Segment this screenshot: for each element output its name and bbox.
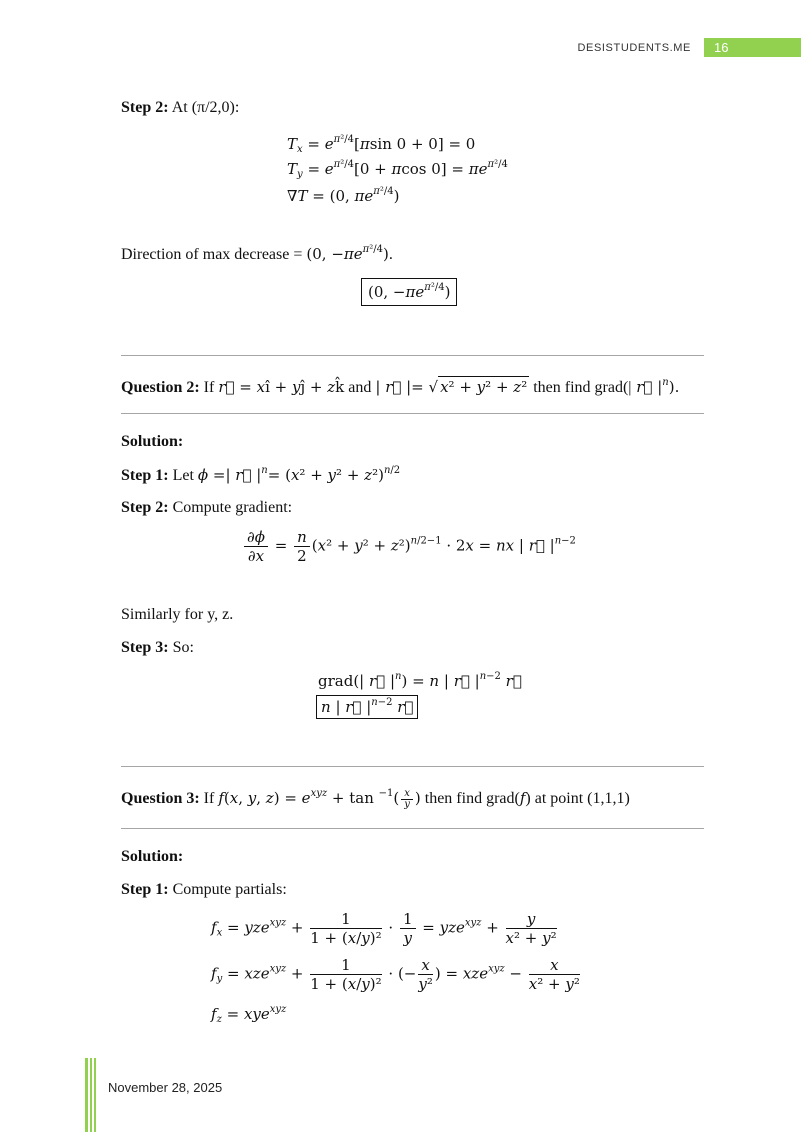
footer-accent-bar <box>90 1058 92 1132</box>
q2-step3-text: So: <box>172 639 194 656</box>
q3-eq-fz: $f_z = xye^{xyz}$ <box>211 1004 287 1025</box>
q2-step2-label: Step 2: <box>121 499 169 516</box>
q2-step1: Step 1: Let ϕ =| r⃗ $|^n= (x^2 + y^2 + z^2)^{n/2}$ <box>121 465 401 484</box>
q1-eq-tx: $T_x = e^{\pi^2/4}[\pi\sin$ 0 + 0] = 0 <box>287 134 476 155</box>
q3-step1-label: Step 1: <box>121 881 169 898</box>
q1-boxed-answer: (0, $-\pi e^{\pi^2/4}$) <box>361 278 457 306</box>
q1-step2-line <box>121 98 239 118</box>
q3-question-label: Question 3: <box>121 790 200 807</box>
q2-step3 <box>121 638 194 658</box>
q2-eq-grad: grad(| r⃗ $|^n) = n$ | r⃗ $|^{n-2}$ r⃗ <box>318 671 522 690</box>
q3-question: Question 3: If f(x, y, $z) = e^{xyz} + \tan ^{-1}$( $\frac{x}{y}$ ) then find grad(f) at point (1,1,1) <box>121 787 630 810</box>
q2-question-label: Question 2: <box>121 379 200 396</box>
q2-question: Question 2: If r⃗ = xî + yĵ + zk̂ and | r⃗ |= √ x² + y² + z² then find grad(| r⃗ $|^n$). <box>121 377 680 396</box>
footer-accent-bar <box>94 1058 96 1132</box>
q3-eq-fy: $f_y = xze^{xyz}$ + $\frac{1}{\text{1 + (x/y)²}}$ · (− $\frac{x}{\text{y²}}$ ) = xze$^{xyz}$ − $\frac{x}{\text{x² + y²}}$ <box>211 956 580 993</box>
q2-question-text-a: If <box>203 379 215 396</box>
q3-step1-text: Compute partials: <box>172 881 287 898</box>
q2-solution-label: Solution: <box>121 433 184 450</box>
footer-accent-bar <box>85 1058 88 1132</box>
divider <box>121 413 704 414</box>
footer-date: November 28, 2025 <box>108 1080 223 1095</box>
page-number-badge: 16 <box>704 38 801 57</box>
site-name: DESISTUDENTS.ME <box>577 42 691 54</box>
q3-question-text-b: then find grad( <box>424 790 520 807</box>
divider <box>121 355 704 356</box>
q3-eq-fx: $f_x = yze^{xyz}$ + $\frac{1}{\text{1 + (x/y)²}}$ · $\frac{1}{y}$ = yze$^{xyz}$ + $\frac{y}{\text{x² + y²}}$ <box>211 910 557 947</box>
q2-question-text-b: and <box>348 379 372 396</box>
q2-step1-text: Let <box>172 467 194 484</box>
divider <box>121 828 704 829</box>
q3-question-text-a: If <box>203 790 215 807</box>
divider <box>121 766 704 767</box>
q2-boxed-answer: n | r⃗ $|^{n-2}$ r⃗ <box>316 695 418 719</box>
q2-step3-label: Step 3: <box>121 639 169 656</box>
q2-step2 <box>121 498 292 518</box>
q1-step2-label: Step 2: <box>121 99 169 116</box>
q2-step1-label: Step 1: <box>121 467 169 484</box>
q2-similarly: Similarly for y, z. <box>121 606 234 623</box>
q2-question-text-c: then find grad(| <box>533 379 632 396</box>
q2-eq-partial: $\frac{\partial\phi}{\partial x}$ = $\frac{n}{2}$ $(x^2 + y^2 + z^2)^{n/2-1} \cdot 2x$ = nx | r⃗ $|^{n-2}$ <box>242 528 576 565</box>
q3-question-text-c: ) at point (1,1,1) <box>525 790 630 807</box>
q3-step1 <box>121 880 287 900</box>
q1-eq-ty: $T_y = e^{\pi^2/4}[0 + \pi\cos$ $0] = \pi e^{\pi^2/4}$ <box>287 159 508 180</box>
q1-step2-text: At (π/2,0): <box>171 99 240 116</box>
q3-solution-label: Solution: <box>121 848 184 865</box>
q2-step2-text: Compute gradient: <box>172 499 293 516</box>
q1-max-decrease: Direction of max decrease = (0, $-\pi e^{\pi^2/4}$). <box>121 244 393 263</box>
q1-eq-grad: ∇T = (0, $\pi e^{\pi^2/4}$) <box>287 186 400 205</box>
